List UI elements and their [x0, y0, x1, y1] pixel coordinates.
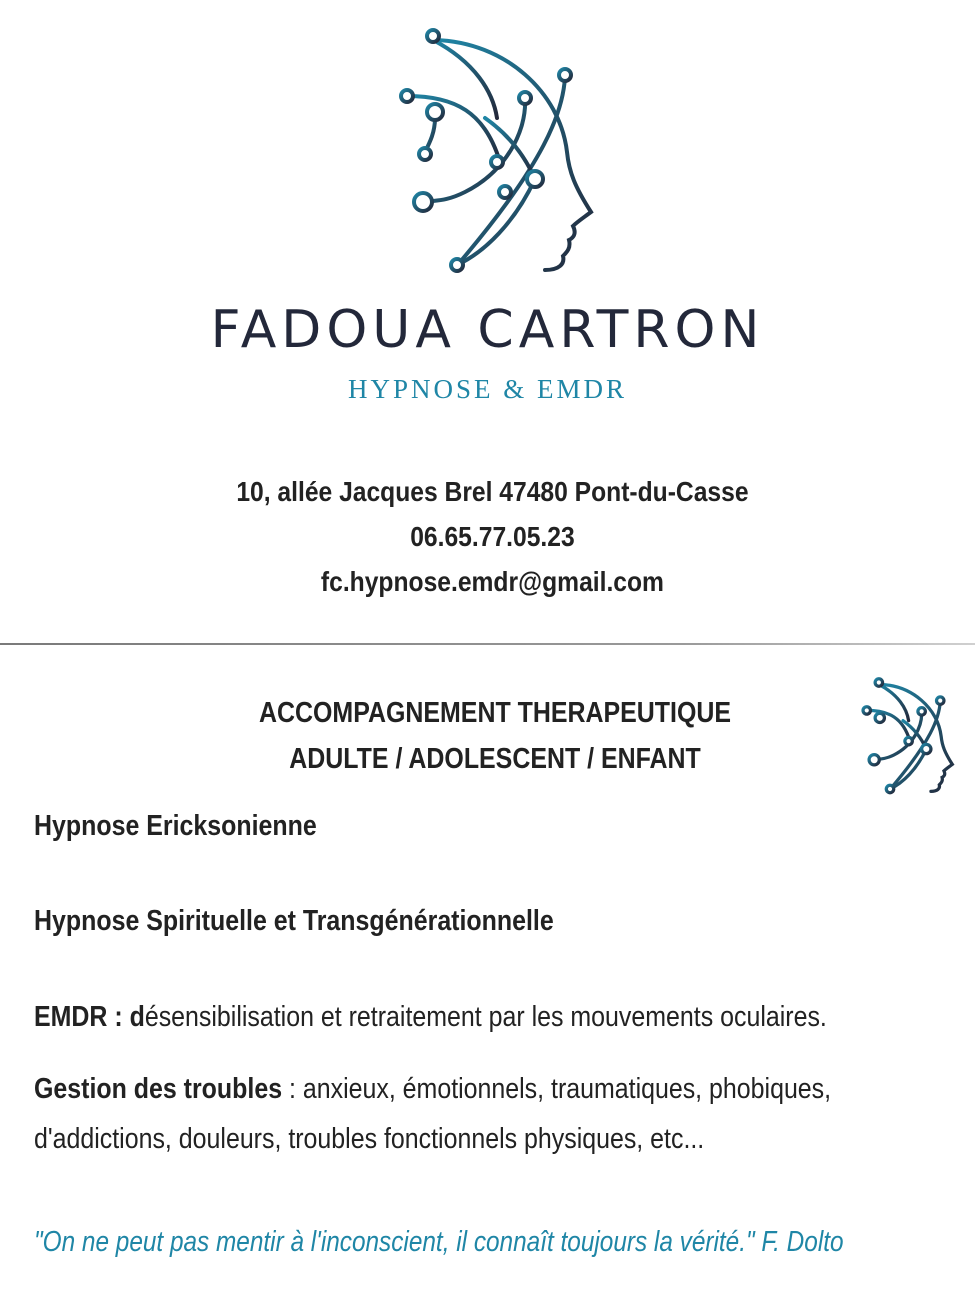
- email-address[interactable]: fc.hypnose.emdr@gmail.com: [320, 566, 664, 597]
- practice-tagline: HYPNOSE & EMDR: [347, 374, 628, 404]
- service-troubles: [34, 1073, 831, 1106]
- troubles-description: : anxieux, émotionnels, traumatiques, phobiques,: [282, 1073, 832, 1105]
- service-spiritual-hypnosis: Hypnose Spirituelle et Transgénérationnelle: [34, 905, 554, 937]
- phone-number[interactable]: 06.65.77.05.23: [410, 521, 575, 552]
- dolto-quote: "On ne peut pas mentir à l'inconscient, il connaît toujours la vérité." F. Dolto: [34, 1226, 844, 1258]
- card-front: [0, 0, 975, 640]
- service-emdr: [34, 1001, 827, 1034]
- emdr-label: EMDR : d: [34, 1001, 145, 1033]
- troubles-description-continued: d'addictions, douleurs, troubles fonctionnels physiques, etc...: [34, 1123, 705, 1155]
- head-network-logo-small-icon: [858, 676, 962, 796]
- therapy-heading: ACCOMPAGNEMENT THERAPEUTIQUE: [258, 697, 732, 729]
- emdr-description: ésensibilisation et retraitement par les mouvements oculaires.: [144, 1001, 827, 1033]
- audience-heading: ADULTE / ADOLESCENT / ENFANT: [289, 743, 701, 775]
- card-divider: [0, 643, 975, 645]
- head-network-logo-icon: [395, 22, 605, 280]
- service-ericksonian-hypnosis: Hypnose Ericksonienne: [34, 810, 317, 842]
- address: 10, allée Jacques Brel 47480 Pont-du-Casse: [236, 476, 749, 507]
- practitioner-name: FADOUA CARTRON: [210, 300, 765, 360]
- troubles-label: Gestion des troubles: [34, 1073, 283, 1105]
